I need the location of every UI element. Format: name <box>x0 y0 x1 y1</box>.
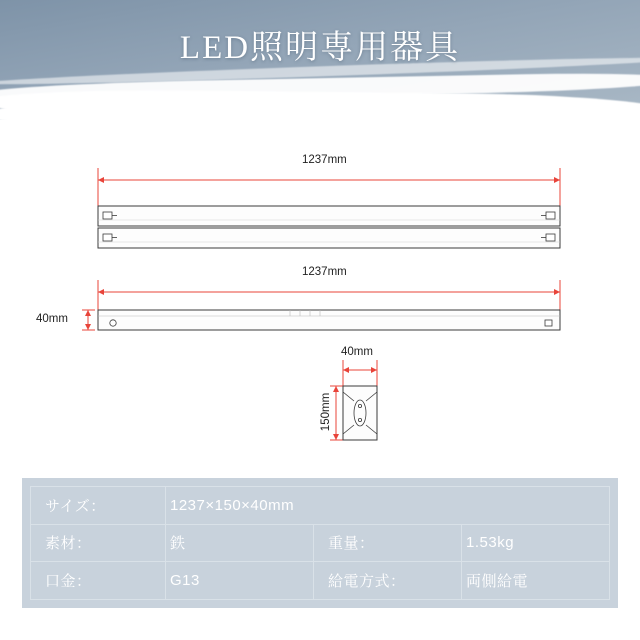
spec-key-label: 口金： <box>45 573 92 591</box>
side-view-body <box>98 310 560 330</box>
spec-key-cell <box>314 524 462 562</box>
spec-key-cell <box>31 524 166 562</box>
spec-value-label: 鉄 <box>170 535 186 553</box>
table-row <box>31 562 610 600</box>
spec-value-cell <box>166 524 314 562</box>
spec-key-cell <box>31 562 166 600</box>
end-view-height-label: 150mm <box>320 392 332 432</box>
header-banner <box>0 0 640 120</box>
spec-value-cell <box>166 487 610 525</box>
side-view-length-label: 1237mm <box>302 266 347 278</box>
product-dimension-diagram <box>0 120 640 470</box>
spec-key-cell <box>314 562 462 600</box>
spec-value-cell <box>166 562 314 600</box>
end-view-width-label: 40mm <box>341 346 373 358</box>
end-view-body <box>343 386 377 440</box>
spec-key-label: サイズ： <box>45 497 106 515</box>
spec-key-label: 給電方式： <box>328 573 406 591</box>
spec-value-label: G13 <box>170 572 200 590</box>
spec-value-label: 1.53kg <box>466 534 515 552</box>
page-title: LED照明専用器具 <box>179 30 461 66</box>
end-view-width-dimension <box>343 360 377 386</box>
spec-key-label: 素材： <box>45 535 92 553</box>
top-view-length-label: 1237mm <box>302 154 347 166</box>
table-row <box>31 487 610 525</box>
spec-value-label: 両側給電 <box>466 573 529 591</box>
spec-value-label: 1237×150×40mm <box>170 496 295 514</box>
specification-panel <box>22 478 618 608</box>
spec-key-label: 重量： <box>328 535 375 553</box>
specification-table <box>30 486 610 600</box>
side-view-height-dimension <box>82 310 95 330</box>
spec-value-cell <box>462 524 610 562</box>
table-row <box>31 524 610 562</box>
spec-value-cell <box>462 562 610 600</box>
side-view-height-label: 40mm <box>36 313 68 325</box>
spec-key-cell <box>31 487 166 525</box>
